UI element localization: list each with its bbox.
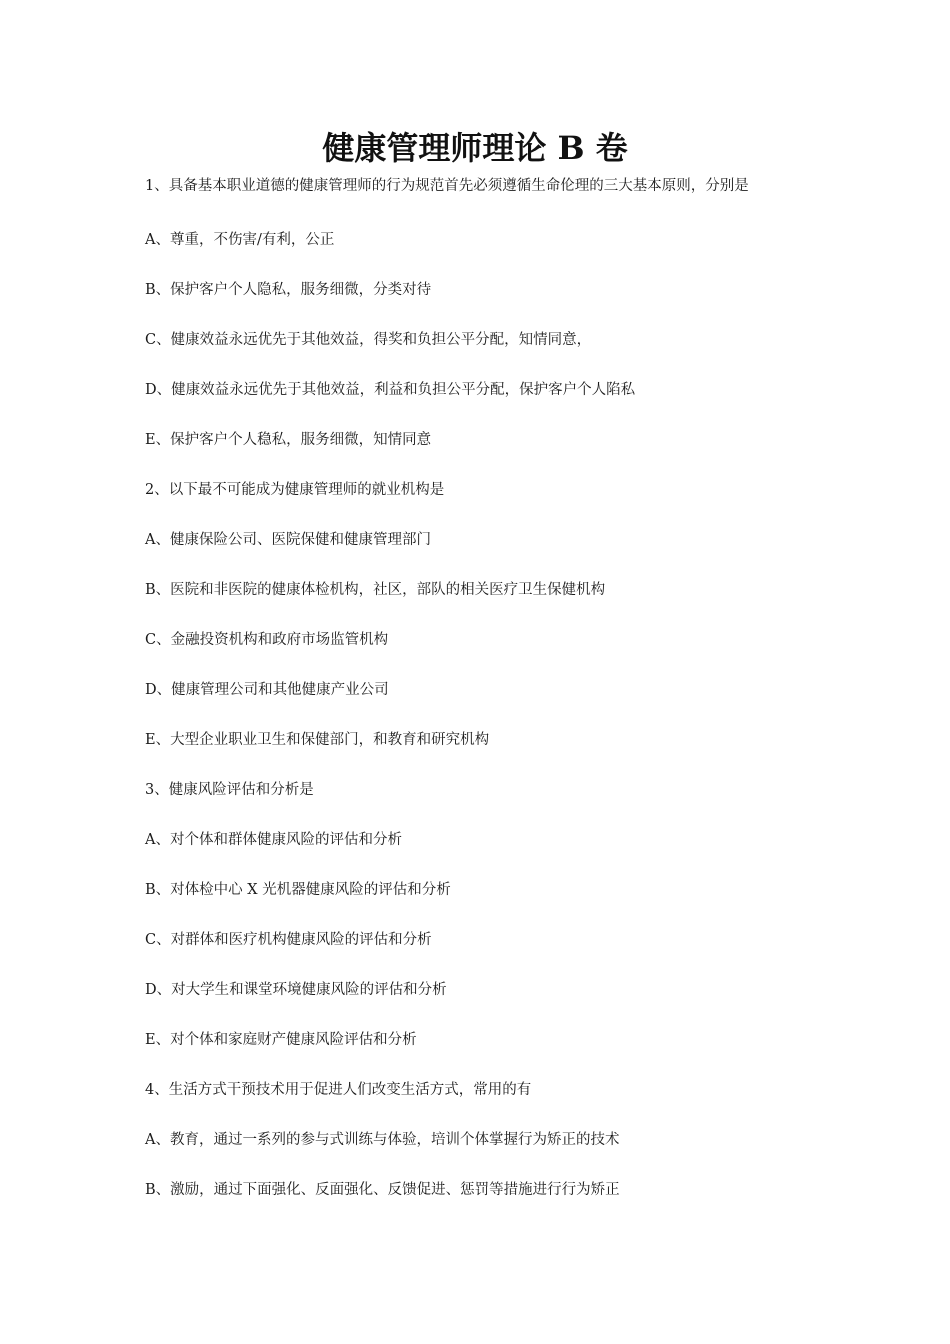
q2-option-c: C、金融投资机构和政府市场监管机构 bbox=[145, 632, 389, 648]
q3-option-a: A、对个体和群体健康风险的评估和分析 bbox=[145, 832, 402, 848]
q2-option-e: E、大型企业职业卫生和保健部门，和教育和研究机构 bbox=[145, 732, 490, 748]
q4-option-a: A、教育，通过一系列的参与式训练与体验，培训个体掌握行为矫正的技术 bbox=[145, 1132, 620, 1148]
q1-option-e: E、保护客户个人稳私，服务细微，知情同意 bbox=[145, 432, 432, 448]
q2-option-b: B、医院和非医院的健康体检机构，社区，部队的相关医疗卫生保健机构 bbox=[145, 582, 606, 598]
q1-option-d: D、健康效益永远优先于其他效益，利益和负担公平分配，保护客户个人陷私 bbox=[145, 382, 636, 398]
q1-option-c: C、健康效益永远优先于其他效益，得奖和负担公平分配，知情同意， bbox=[145, 332, 592, 348]
question-4: 4、生活方式干预技术用于促进人们改变生活方式，常用的有 bbox=[145, 1082, 532, 1098]
q1-option-a: A、尊重，不伤害/有利，公正 bbox=[145, 232, 335, 248]
q4-option-b: B、激励，通过下面强化、反面强化、反馈促进、惩罚等措施进行行为矫正 bbox=[145, 1182, 620, 1198]
document-body bbox=[145, 174, 810, 1228]
q3-option-e: E、对个体和家庭财产健康风险评估和分析 bbox=[145, 1032, 417, 1048]
question-2: 2、以下最不可能成为健康管理师的就业机构是 bbox=[145, 482, 445, 498]
q3-option-c: C、对群体和医疗机构健康风险的评估和分析 bbox=[145, 932, 432, 948]
q1-option-b: B、保护客户个人隐私，服务细微，分类对待 bbox=[145, 282, 432, 298]
q2-option-a: A、健康保险公司、医院保健和健康管理部门 bbox=[145, 532, 431, 548]
question-3: 3、健康风险评估和分析是 bbox=[145, 782, 314, 798]
question-1: 1、具备基本职业道德的健康管理师的行为规范首先必须遵循生命伦理的三大基本原则，分别是 bbox=[145, 178, 749, 194]
q3-option-d: D、对大学生和课堂环境健康风险的评估和分析 bbox=[145, 982, 447, 998]
q2-option-d: D、健康管理公司和其他健康产业公司 bbox=[145, 682, 389, 698]
q3-option-b: B、对体检中心 X 光机器健康风险的评估和分析 bbox=[145, 882, 451, 898]
document-title: 健康管理师理论 B 卷 bbox=[322, 129, 628, 167]
